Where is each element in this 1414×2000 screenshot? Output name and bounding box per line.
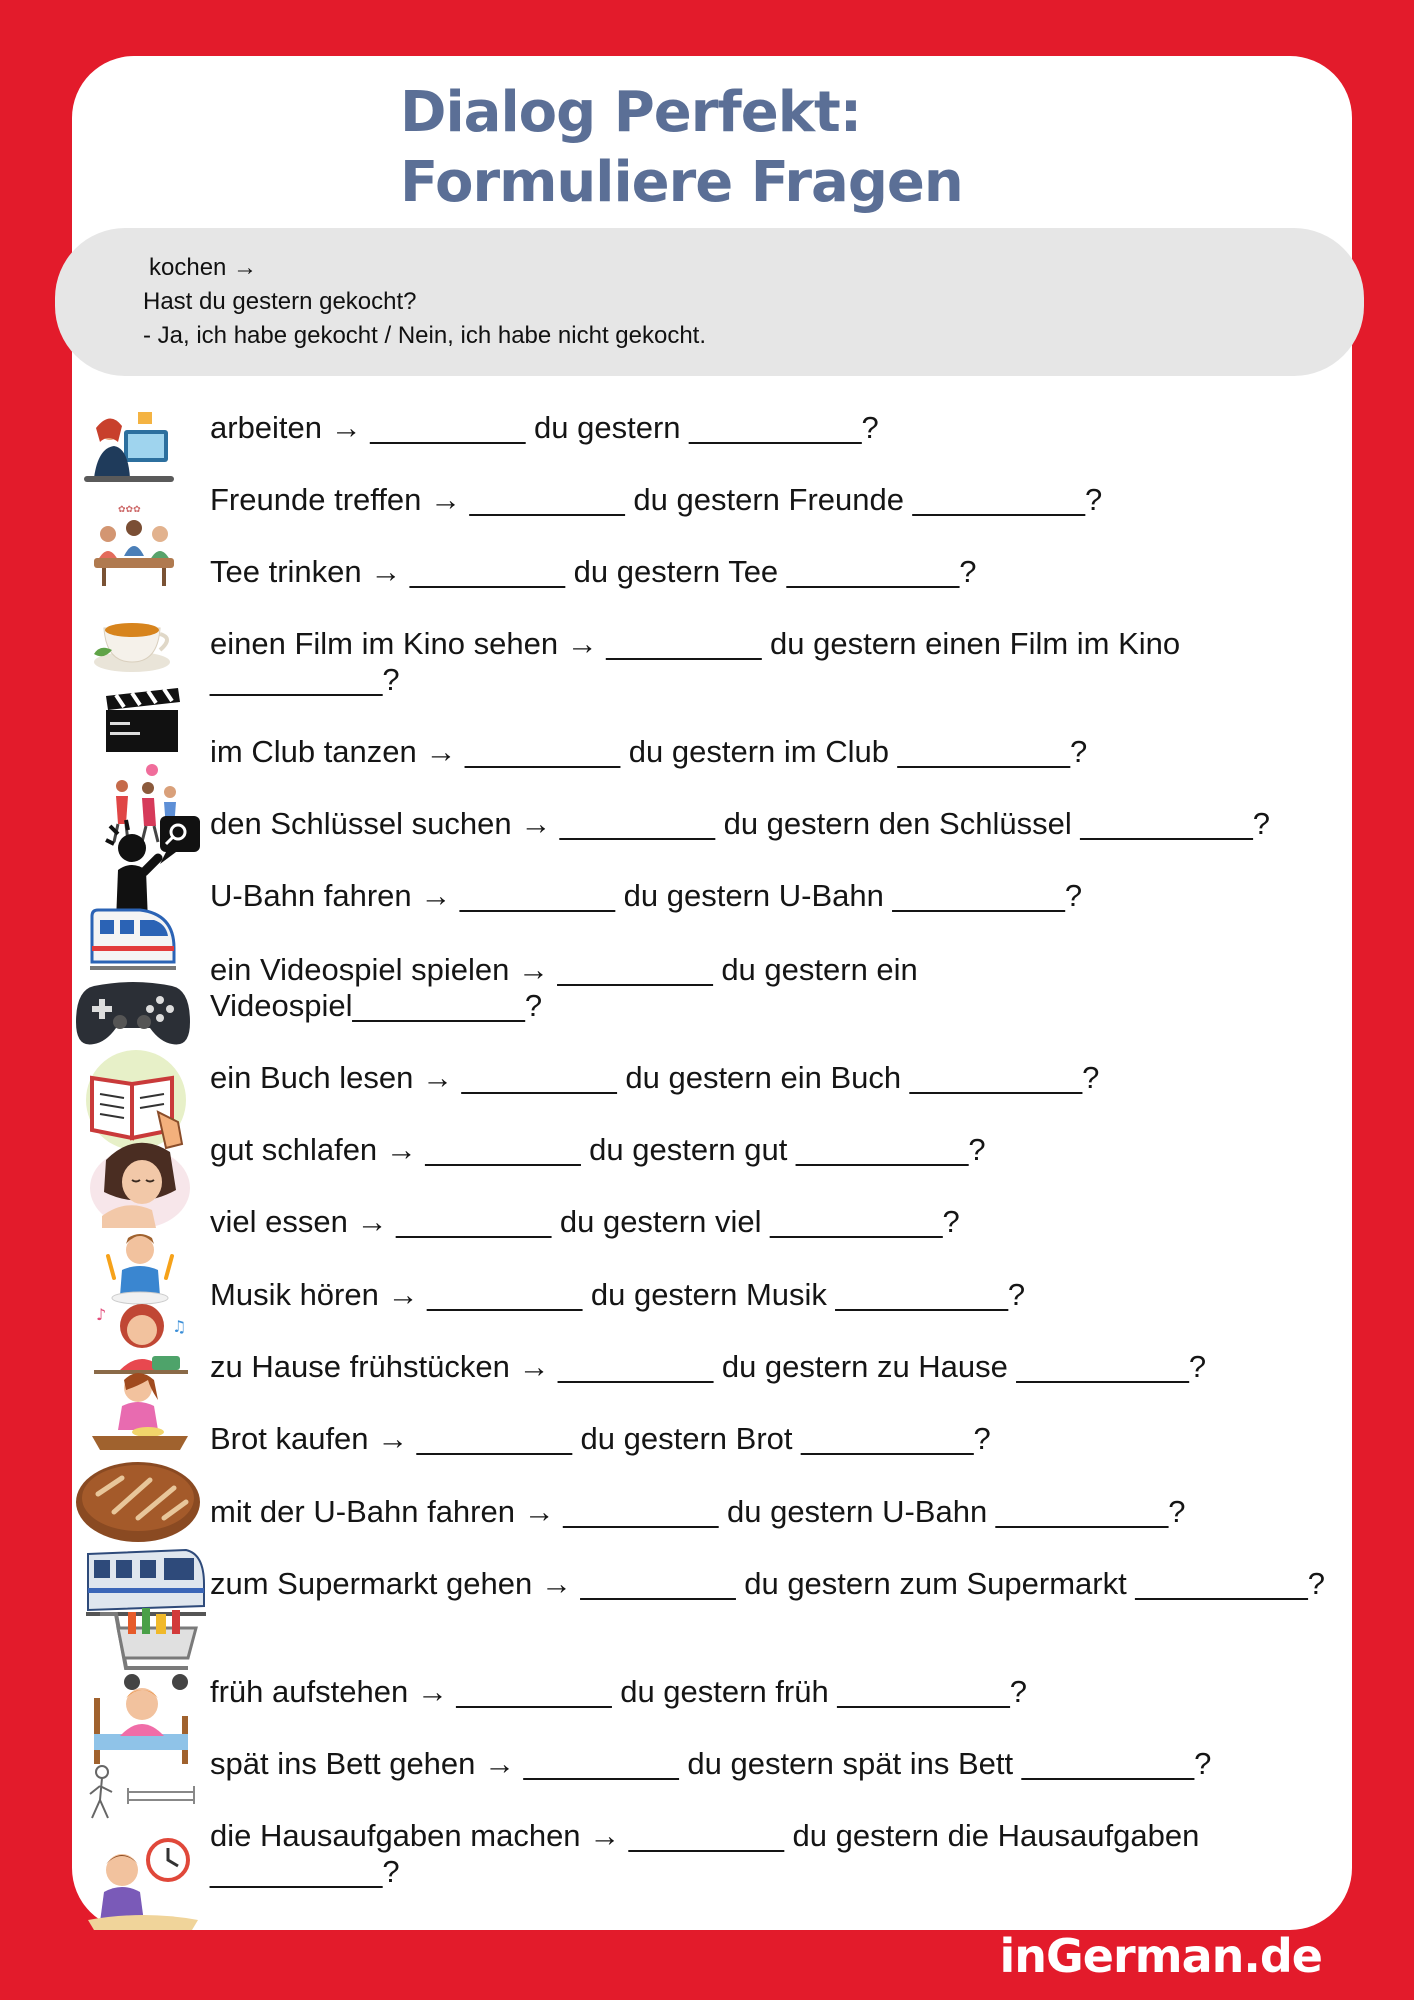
- title-line-1: Dialog Perfekt:: [400, 80, 862, 145]
- person-going-to-bed-icon: [84, 1762, 196, 1824]
- girl-waking-up-icon: [90, 1680, 192, 1766]
- example-question: Hast du gestern gekocht?: [143, 288, 417, 315]
- title-line-2: Formuliere Fragen: [400, 150, 963, 215]
- example-box: [55, 228, 1364, 376]
- commuter-train-icon: [86, 1544, 206, 1618]
- friends-at-table-icon: [88, 500, 180, 588]
- page-title: [400, 78, 963, 218]
- example-verb: kochen →: [149, 254, 258, 281]
- svg-text:✿✿✿: ✿✿✿: [118, 505, 141, 515]
- boy-homework-clock-icon: [88, 1836, 200, 1932]
- exercise-2: Freunde treffen → _________ du gestern Freunde __________?: [210, 482, 1103, 517]
- exercise-16: zum Supermarkt gehen → _________ du gestern zum Supermarkt __________?: [210, 1566, 1325, 1601]
- exercise-12: Musik hören → _________ du gestern Musik __________?: [210, 1277, 1026, 1312]
- subway-train-icon: [90, 908, 176, 972]
- svg-text:♫: ♫: [172, 1317, 187, 1336]
- exercise-10: gut schlafen → _________ du gestern gut __________?: [210, 1132, 986, 1167]
- exercise-18: spät ins Bett gehen → _________ du gestern spät ins Bett __________?: [210, 1746, 1212, 1781]
- film-clapperboard-icon: [102, 686, 182, 756]
- exercise-5: im Club tanzen → _________ du gestern im Club __________?: [210, 734, 1088, 769]
- exercise-3: Tee trinken → _________ du gestern Tee __________?: [210, 554, 977, 589]
- game-controller-icon: [74, 978, 192, 1050]
- exercise-14: Brot kaufen → _________ du gestern Brot __________?: [210, 1421, 991, 1456]
- svg-text:♪: ♪: [96, 1305, 107, 1324]
- exercise-19: die Hausaufgaben machen → _________ du gestern die Hausaufgaben __________?: [210, 1818, 1200, 1889]
- exercise-13: zu Hause frühstücken → _________ du gestern zu Hause __________?: [210, 1349, 1207, 1384]
- exercise-7: U-Bahn fahren → _________ du gestern U-Bahn __________?: [210, 878, 1083, 913]
- person-searching-key-icon: [96, 812, 204, 922]
- girl-listening-music-icon: [92, 1296, 190, 1376]
- exercise-17: früh aufstehen → _________ du gestern früh __________?: [210, 1674, 1027, 1709]
- boy-eating-icon: [100, 1226, 180, 1306]
- exercise-8: ein Videospiel spielen → _________ du gestern ein Videospiel__________?: [210, 952, 918, 1023]
- person-at-computer-icon: [84, 408, 174, 486]
- exercise-6: den Schlüssel suchen → _________ du gestern den Schlüssel __________?: [210, 806, 1270, 841]
- sleeping-woman-icon: [86, 1130, 194, 1230]
- girl-breakfast-icon: [92, 1366, 188, 1452]
- exercise-11: viel essen → _________ du gestern viel __________?: [210, 1204, 960, 1239]
- exercise-9: ein Buch lesen → _________ du gestern ein Buch __________?: [210, 1060, 1100, 1095]
- exercise-1: arbeiten → _________ du gestern __________?: [210, 410, 879, 445]
- example-answer: - Ja, ich habe gekocht / Nein, ich habe nicht gekocht.: [143, 322, 707, 349]
- bread-loaf-icon: [74, 1458, 202, 1544]
- exercise-4: einen Film im Kino sehen → _________ du gestern einen Film im Kino __________?: [210, 626, 1181, 697]
- exercise-15: mit der U-Bahn fahren → _________ du gestern U-Bahn __________?: [210, 1494, 1186, 1529]
- tea-cup-icon: [90, 604, 174, 676]
- brand-logo: inGerman.de: [999, 1929, 1322, 1983]
